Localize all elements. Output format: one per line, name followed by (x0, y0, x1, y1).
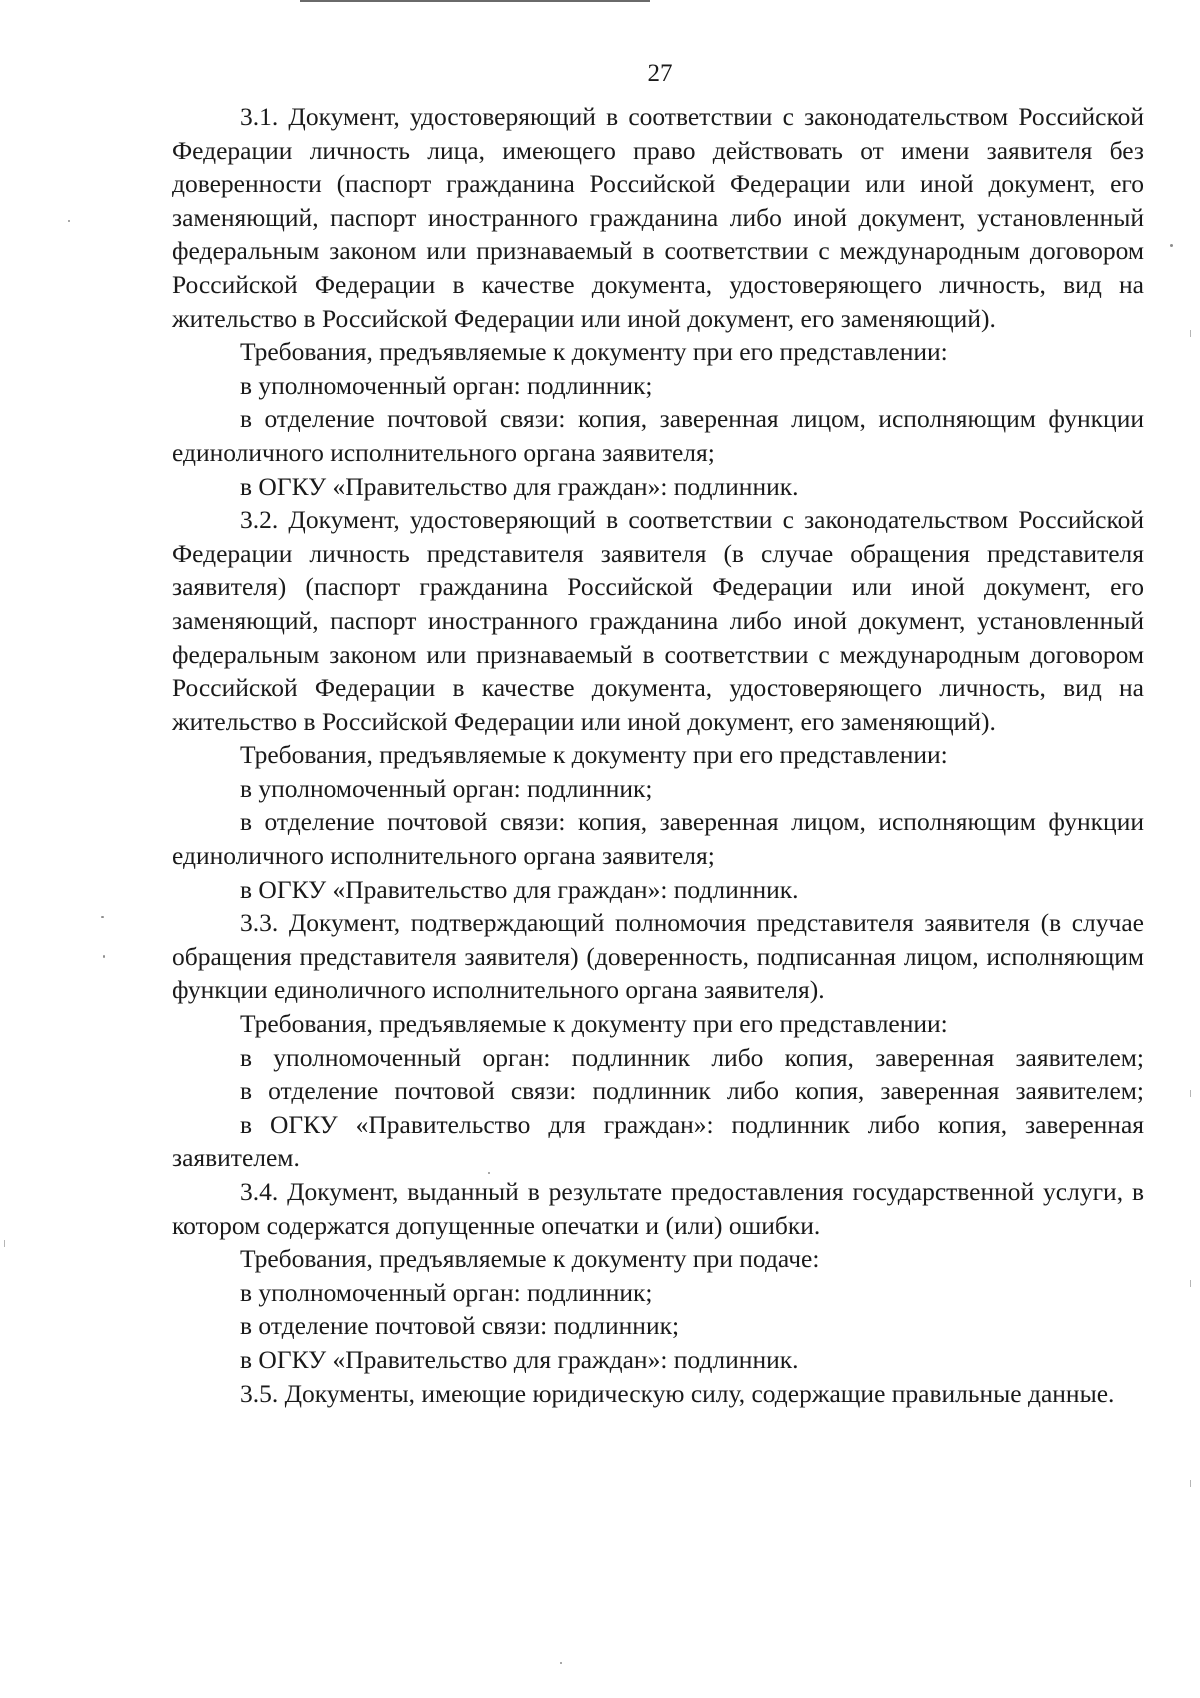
paragraph-3-4: 3.4. Документ, выданный в результате предоставления государственной услуги, в котором содержатся допущенные опечатки и (или) ошибки. (172, 1177, 1144, 1240)
page-number: 27 (647, 60, 673, 87)
requirement-item: в отделение почтовой связи: копия, заверенная лицом, исполняющим функции единоличного исполнительного органа заявителя; (172, 807, 1144, 871)
margin-tick (1190, 1090, 1191, 1097)
requirements-heading: Требования, предъявляемые к документу при его представлении: (240, 1009, 948, 1039)
scan-speck (1170, 244, 1173, 247)
document-body (172, 100, 1144, 1410)
scan-speck (68, 220, 70, 222)
scan-speck (103, 955, 105, 958)
requirement-item: в ОГКУ «Правительство для граждан»: подлинник. (240, 471, 799, 501)
requirements-heading: Требования, предъявляемые к документу при его представлении: (240, 337, 948, 367)
requirement-item: в уполномоченный орган: подлинник; (240, 370, 653, 400)
scan-speck (488, 1172, 490, 1174)
top-rule (300, 0, 650, 2)
paragraph-3-3: 3.3. Документ, подтверждающий полномочия представителя заявителя (в случае обращения представителя заявителя) (доверенность, подписанная лицом, исполняющим функции единоличного исполнительного органа заявителя). (172, 908, 1144, 1005)
requirement-item: в ОГКУ «Правительство для граждан»: подлинник либо копия, заверенная заявителем. (172, 1109, 1144, 1173)
scan-speck (101, 916, 104, 918)
margin-tick (1190, 1480, 1191, 1487)
requirement-item: в уполномоченный орган: подлинник; (240, 1277, 653, 1307)
requirement-item: в ОГКУ «Правительство для граждан»: подлинник. (240, 1344, 799, 1374)
margin-tick (4, 1240, 5, 1247)
requirements-heading: Требования, предъявляемые к документу при подаче: (240, 1244, 820, 1274)
paragraph-3-2: 3.2. Документ, удостоверяющий в соответствии с законодательством Российской Федерации личность представителя заявителя (в случае обращения представителя заявителя) (паспорт гражданина Российской Федерации или иной документ, его заменяющий, паспорт иностранного гражданина либо иной документ, установленный федеральным законом или признаваемый в соответствии с международным договором Российской Федерации в качестве документа, удостоверяющего личность, вид на жительство в Российской Федерации или иной документ, его заменяющий). (172, 505, 1144, 736)
requirement-item: в ОГКУ «Правительство для граждан»: подлинник. (240, 874, 799, 904)
requirement-item: в отделение почтовой связи: подлинник; (240, 1311, 680, 1341)
requirement-item: в уполномоченный орган: подлинник либо копия, заверенная заявителем; (240, 1042, 1144, 1072)
paragraph-3-1: 3.1. Документ, удостоверяющий в соответствии с законодательством Российской Федерации личность лица, имеющего право действовать от имени заявителя без доверенности (паспорт гражданина Российской Федерации или иной документ, его заменяющий, паспорт иностранного гражданина либо иной документ, установленный федеральным законом или признаваемый в соответствии с международным договором Российской Федерации в качестве документа, удостоверяющего личность, вид на жительство в Российской Федерации или иной документ, его заменяющий). (172, 102, 1144, 333)
requirement-item: в отделение почтовой связи: подлинник либо копия, заверенная заявителем; (240, 1076, 1144, 1106)
margin-tick (1190, 330, 1191, 337)
requirement-item: в отделение почтовой связи: копия, заверенная лицом, исполняющим функции единоличного исполнительного органа заявителя; (172, 404, 1144, 467)
paragraph-3-5: 3.5. Документы, имеющие юридическую силу, содержащие правильные данные. (240, 1378, 1115, 1408)
margin-tick (1190, 1280, 1191, 1287)
scan-speck (560, 1662, 562, 1664)
requirements-heading: Требования, предъявляемые к документу при его представлении: (240, 740, 948, 770)
requirement-item: в уполномоченный орган: подлинник; (240, 773, 653, 803)
